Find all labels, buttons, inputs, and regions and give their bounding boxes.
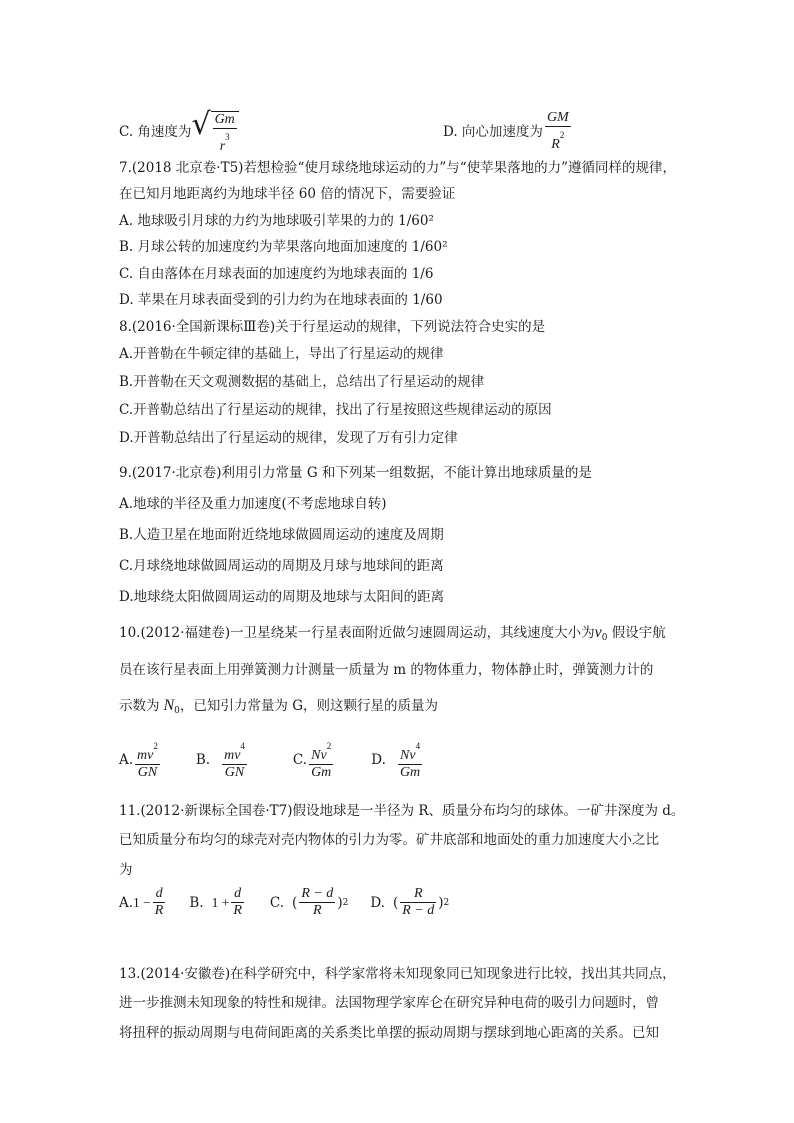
q10-options [119, 738, 424, 781]
q11-option-d: D. ( $\frac{R}{R - d}$ ) 2 [370, 886, 450, 918]
q11-stem-line3: 为 [119, 862, 133, 878]
q6-option-d-text: D. 向心加速度为 [443, 123, 543, 140]
q8-option-d: D.开普勒总结出了行星运动的规律，发现了万有引力定律 [119, 430, 458, 446]
q13-stem-line2: 进一步推测未知现象的特性和规律。法国物理学家库仑在研究异种电荷的吸引力问题时，曾 [119, 995, 659, 1011]
q7-stem-line2: 在已知月地距离约为地球半径 60 倍的情况下，需要验证 [119, 186, 456, 202]
fraction: $\frac{Gm}{r^3}$ [214, 112, 235, 154]
q7-option-b: B. 月球公转的加速度约为苹果落向地面加速度的 1/60² [119, 239, 448, 255]
fraction: $\frac{GM}{R^2}$ [546, 110, 569, 152]
q8-option-b: B.开普勒在天文观测数据的基础上，总结出了行星运动的规律 [119, 374, 485, 390]
q7-option-a: A. 地球吸引月球的力约为地球吸引苹果的力的 1/60² [119, 213, 434, 229]
q9-stem: 9.(2017·北京卷)利用引力常量 G 和下列某一组数据，不能计算出地球质量的是 [119, 465, 592, 481]
q10-option-a: A. $\frac{mv^2}{GN}$ [119, 741, 158, 780]
q7-stem-line1: 7.(2018 北京卷·T5)若想检验“使月球绕地球运动的力”与“使苹果落地的力”遵循同样的规律， [119, 160, 677, 176]
q11-option-a: A. 1 − $\frac{d}{R}$ [119, 886, 164, 918]
q8-option-a: A.开普勒在牛顿定律的基础上，导出了行星运动的规律 [119, 346, 444, 362]
q10-stem-line1: 10.(2012·福建卷)一卫星绕某一行星表面附近做匀速圆周运动，其线速度大小为$v_0$ 假设宇航 [119, 624, 666, 643]
q13-stem-line3: 将扭秤的振动周期与电荷间距离的关系类比单摆的振动周期与摆球到地心距离的关系。已知 [119, 1025, 659, 1041]
q11-stem-line1: 11.(2012·新课标全国卷·T7)假设地球是一半径为 R、质量分布均匀的球体。一矿井深度为 d。 [119, 803, 685, 819]
q9-option-d: D.地球绕太阳做圆周运动的周期及地球与太阳间的距离 [119, 589, 445, 605]
q10-option-b: B. $\frac{mv^4}{GN}$ [195, 741, 245, 780]
q8-option-c: C.开普勒总结出了行星运动的规律，找出了行星按照这些规律运动的原因 [119, 402, 552, 418]
sqrt-expression [191, 108, 238, 155]
q11-options [119, 886, 449, 919]
q8-stem: 8.(2016·全国新课标Ⅲ卷)关于行星运动的规律，下列说法符合史实的是 [119, 319, 546, 335]
q6-option-c [119, 108, 239, 155]
q11-option-c: C. ( $\frac{R - d}{R}$ ) 2 [269, 886, 349, 918]
q13-stem-line1: 13.(2014·安徽卷)在科学研究中，科学家常将未知现象同已知现象进行比较，找出其共同点， [119, 966, 676, 982]
q10-stem-line3: 示数为 $N_0$，已知引力常量为 G，则这颗行星的质量为 [119, 697, 438, 716]
q9-option-b: B.人造卫星在地面附近绕地球做圆周运动的速度及周期 [119, 527, 444, 543]
q7-option-d: D. 苹果在月球表面受到的引力约为在地球表面的 1/60 [119, 292, 443, 308]
q10-option-c: C. $\frac{Nv^2}{Gm}$ [292, 741, 332, 780]
q11-option-b: B. 1 + $\frac{d}{R}$ [189, 886, 242, 918]
q6-option-d [443, 110, 573, 153]
q9-option-a: A.地球的半径及重力加速度(不考虑地球自转) [119, 496, 387, 512]
radical-sign-icon: √ [191, 107, 211, 142]
q6-option-c-text: C. 角速度为 [119, 123, 192, 140]
q11-stem-line2: 已知质量分布均匀的球壳对壳内物体的引力为零。矿井底部和地面处的重力加速度大小之比 [119, 832, 659, 848]
q10-option-d: D. $\frac{Nv^4}{Gm}$ [371, 741, 421, 780]
q10-stem-line2: 员在该行星表面上用弹簧测力计测量一质量为 m 的物体重力，物体静止时，弹簧测力计的 [119, 662, 654, 678]
q7-option-c: C. 自由落体在月球表面的加速度约为地球表面的 1/6 [119, 266, 434, 282]
q9-option-c: C.月球绕地球做圆周运动的周期及月球与地球间的距离 [119, 558, 444, 574]
